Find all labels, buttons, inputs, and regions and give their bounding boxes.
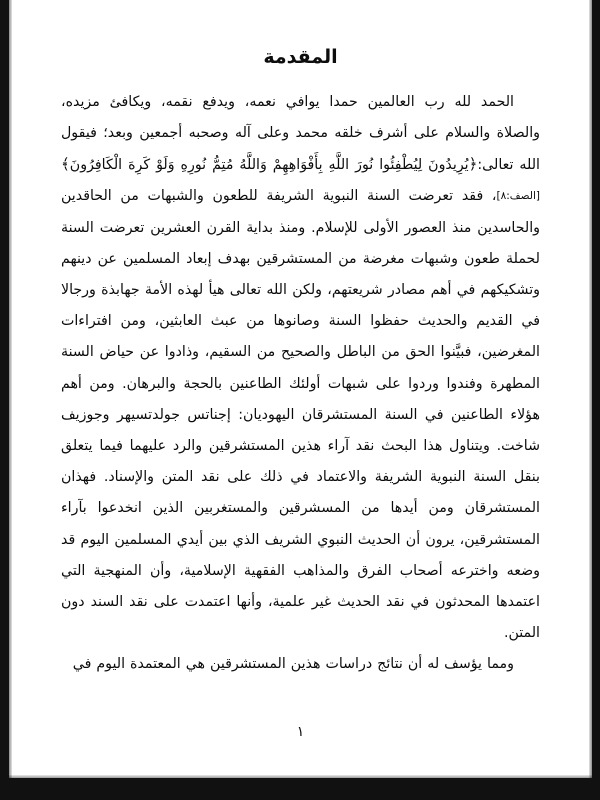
body-text-block (61, 87, 540, 681)
ayah-reference: [الصف:٨] (496, 190, 540, 203)
paragraph-closing: ومما يؤسف له أن نتائج دراسات هذين المستشرقين هي المعتمدة اليوم في (72, 656, 514, 673)
page-number: ١ (296, 724, 305, 740)
page-title: المقدمة (263, 46, 338, 68)
paragraph-introduction (61, 87, 540, 650)
paragraph-segment-opening: الحمد لله رب العالمين حمدا يوافي نعمه، ويدفع نقمه، ويكافئ مزيده، والصلاة والسلام على أشرف خلقه محمد وعلى آله وصحبه أجمعين وبعد؛ فيقول الله تعالى: (61, 93, 540, 174)
paragraph-segment-continuation: ، فقد تعرضت السنة النبوية الشريفة للطعون والشبهات من الحاقدين والحاسدين منذ العصور الأولى للإسلام. ومنذ بداية القرن العشرين تعرضت السنة لحملة طعون وشبهات مغرضة من المستشرقين بهدف إبعاد المسلمين عن دينهم وتشكيكهم في أهم مصادر شريعتهم، ولكن الله تعالى هيأ لهذه الأمة جهابذة ورجالا في القديم والحديث حفظوا السنة وصانوها من عبث العابثين، ومن افتراءات المغرضين، فبيَّنوا الحق من الباطل والصحيح من السقيم، وذادوا عن حياض السنة المطهرة وفندوا وردوا على شبهات أولئك الطاعنين بالحجة والبرهان. ومن أهم هؤلاء الطاعنين في السنة المستشرقان اليهوديان: إجناتس جولدتسيهر وجوزيف شاخت. ويتناول هذا البحث نقد آراء هذين المستشرقين والرد عليهما فيما يتعلق بنقل السنة النبوية الشريفة والاعتماد في ذلك على نقد المتن والإسناد. فهذان المستشرقان ومن أيدها من المسشرقين والمستغربين الذين انخدعوا بآراء المستشرقين، يرون أن الحديث النبوي الشريف الذي بين أيدي المسلمين اليوم قد وضعه واخترعه أصحاب الفرق والمذاهب الفقهية الإسلامية، وأن المنهجية التي اعتمدها المحدثون في نقد الحديث غير علمية، وأنها اعتمدت على نقد السند دون المتن. (61, 188, 540, 642)
quran-open-ornate-bracket-icon: ﴿ (468, 155, 478, 174)
quran-close-ornate-bracket-icon: ﴾ (61, 155, 70, 174)
page-content (9, 0, 592, 778)
quran-verse-text: يُرِيدُونَ لِيُطْفِئُوا نُورَ اللَّهِ بِأَفْوَاهِهِمْ وَاللَّهُ مُتِمُّ نُورِهِ وَلَوْ كَرِهَ الْكَافِرُونَ (69, 157, 469, 174)
page-surface (9, 0, 592, 778)
